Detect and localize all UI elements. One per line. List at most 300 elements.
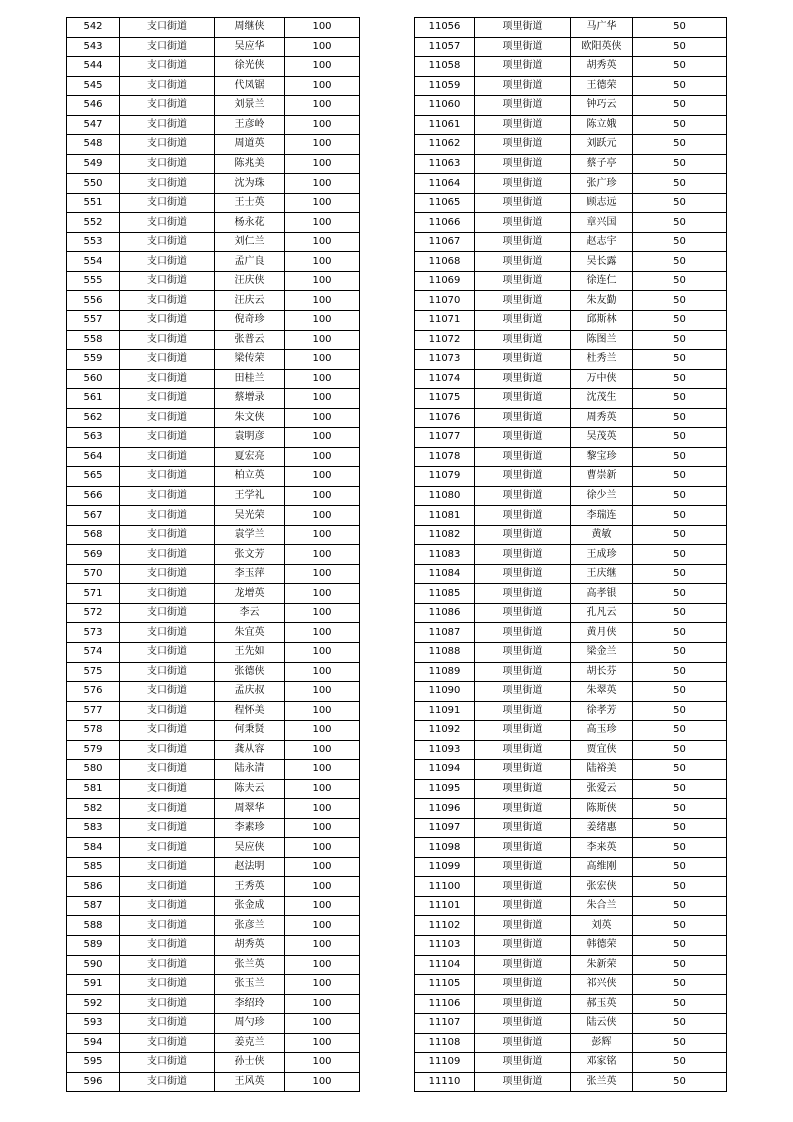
row-number-cell: 11106 — [415, 994, 475, 1014]
name-cell: 沈为珠 — [215, 174, 285, 194]
street-cell: 支口街道 — [120, 330, 215, 350]
amount-cell: 100 — [285, 1014, 360, 1034]
table-row — [67, 643, 360, 663]
row-number-cell: 11065 — [415, 193, 475, 213]
row-number-cell: 553 — [67, 232, 120, 252]
street-cell: 项里街道 — [475, 506, 571, 526]
street-cell: 支口街道 — [120, 76, 215, 96]
table-row — [67, 115, 360, 135]
amount-cell: 100 — [285, 779, 360, 799]
row-number-cell: 11062 — [415, 135, 475, 155]
name-cell: 胡秀英 — [215, 935, 285, 955]
amount-cell: 50 — [633, 18, 727, 38]
table-row — [67, 213, 360, 233]
street-cell: 项里街道 — [475, 428, 571, 448]
name-cell: 张文芳 — [215, 545, 285, 565]
name-cell: 欧阳英侠 — [571, 37, 633, 57]
street-cell: 项里街道 — [475, 76, 571, 96]
street-cell: 项里街道 — [475, 701, 571, 721]
row-number-cell: 563 — [67, 428, 120, 448]
row-number-cell: 545 — [67, 76, 120, 96]
amount-cell: 100 — [285, 623, 360, 643]
amount-cell: 50 — [633, 701, 727, 721]
amount-cell: 100 — [285, 350, 360, 370]
amount-cell: 50 — [633, 232, 727, 252]
row-number-cell: 581 — [67, 779, 120, 799]
name-cell: 代凤锯 — [215, 76, 285, 96]
table-row — [67, 701, 360, 721]
name-cell: 祁兴侠 — [571, 975, 633, 995]
street-cell: 项里街道 — [475, 877, 571, 897]
table-row — [415, 193, 727, 213]
amount-cell: 100 — [285, 877, 360, 897]
street-cell: 支口街道 — [120, 486, 215, 506]
street-cell: 支口街道 — [120, 1053, 215, 1073]
name-cell: 袁明彦 — [215, 428, 285, 448]
street-cell: 支口街道 — [120, 252, 215, 272]
name-cell: 朱合兰 — [571, 896, 633, 916]
table-row — [415, 154, 727, 174]
amount-cell: 100 — [285, 369, 360, 389]
row-number-cell: 11097 — [415, 818, 475, 838]
table-row — [415, 330, 727, 350]
name-cell: 夏宏亮 — [215, 447, 285, 467]
amount-cell: 50 — [633, 760, 727, 780]
street-cell: 支口街道 — [120, 760, 215, 780]
street-cell: 项里街道 — [475, 96, 571, 116]
row-number-cell: 11058 — [415, 57, 475, 77]
amount-cell: 100 — [285, 662, 360, 682]
row-number-cell: 587 — [67, 896, 120, 916]
row-number-cell: 11082 — [415, 525, 475, 545]
row-number-cell: 11057 — [415, 37, 475, 57]
name-cell: 王学礼 — [215, 486, 285, 506]
name-cell: 孟广良 — [215, 252, 285, 272]
table-row — [415, 701, 727, 721]
street-cell: 支口街道 — [120, 643, 215, 663]
amount-cell: 50 — [633, 1053, 727, 1073]
amount-cell: 50 — [633, 779, 727, 799]
table-row — [415, 1014, 727, 1034]
name-cell: 吴茂英 — [571, 428, 633, 448]
name-cell: 陆永清 — [215, 760, 285, 780]
street-cell: 支口街道 — [120, 701, 215, 721]
street-cell: 项里街道 — [475, 115, 571, 135]
amount-cell: 50 — [633, 603, 727, 623]
street-cell: 支口街道 — [120, 135, 215, 155]
table-row — [415, 428, 727, 448]
row-number-cell: 11086 — [415, 603, 475, 623]
name-cell: 吴应侠 — [215, 838, 285, 858]
amount-cell: 100 — [285, 1033, 360, 1053]
street-cell: 支口街道 — [120, 779, 215, 799]
amount-cell: 50 — [633, 857, 727, 877]
row-number-cell: 11081 — [415, 506, 475, 526]
amount-cell: 50 — [633, 682, 727, 702]
amount-cell: 100 — [285, 643, 360, 663]
amount-cell: 50 — [633, 76, 727, 96]
row-number-cell: 546 — [67, 96, 120, 116]
amount-cell: 100 — [285, 1053, 360, 1073]
name-cell: 朱文侠 — [215, 408, 285, 428]
table-row — [415, 232, 727, 252]
table-row — [415, 486, 727, 506]
name-cell: 朱宜英 — [215, 623, 285, 643]
table-row — [415, 584, 727, 604]
name-cell: 蔡增录 — [215, 389, 285, 409]
table-row — [67, 564, 360, 584]
table-row — [415, 1033, 727, 1053]
table-row — [67, 135, 360, 155]
amount-cell: 100 — [285, 213, 360, 233]
street-cell: 支口街道 — [120, 603, 215, 623]
row-number-cell: 569 — [67, 545, 120, 565]
amount-cell: 100 — [285, 896, 360, 916]
row-number-cell: 596 — [67, 1072, 120, 1092]
street-cell: 项里街道 — [475, 486, 571, 506]
street-cell: 项里街道 — [475, 271, 571, 291]
row-number-cell: 11059 — [415, 76, 475, 96]
table-row — [67, 330, 360, 350]
name-cell: 孟庆叔 — [215, 682, 285, 702]
table-row — [67, 525, 360, 545]
street-cell: 支口街道 — [120, 115, 215, 135]
table-row — [67, 154, 360, 174]
table-row — [415, 643, 727, 663]
street-cell: 项里街道 — [475, 682, 571, 702]
row-number-cell: 11091 — [415, 701, 475, 721]
amount-cell: 100 — [285, 818, 360, 838]
street-cell: 项里街道 — [475, 1014, 571, 1034]
table-row — [415, 799, 727, 819]
row-number-cell: 571 — [67, 584, 120, 604]
table-row — [67, 96, 360, 116]
row-number-cell: 589 — [67, 935, 120, 955]
amount-cell: 100 — [285, 506, 360, 526]
right-table — [414, 17, 727, 1092]
name-cell: 陈夫云 — [215, 779, 285, 799]
amount-cell: 50 — [633, 57, 727, 77]
table-row — [67, 408, 360, 428]
name-cell: 陆云侠 — [571, 1014, 633, 1034]
name-cell: 胡秀英 — [571, 57, 633, 77]
row-number-cell: 11069 — [415, 271, 475, 291]
name-cell: 李绍玲 — [215, 994, 285, 1014]
street-cell: 支口街道 — [120, 662, 215, 682]
name-cell: 李云 — [215, 603, 285, 623]
street-cell: 项里街道 — [475, 643, 571, 663]
row-number-cell: 11099 — [415, 857, 475, 877]
amount-cell: 100 — [285, 916, 360, 936]
row-number-cell: 565 — [67, 467, 120, 487]
amount-cell: 100 — [285, 310, 360, 330]
name-cell: 李来英 — [571, 838, 633, 858]
table-row — [67, 232, 360, 252]
street-cell: 支口街道 — [120, 857, 215, 877]
row-number-cell: 593 — [67, 1014, 120, 1034]
row-number-cell: 11092 — [415, 721, 475, 741]
street-cell: 支口街道 — [120, 877, 215, 897]
row-number-cell: 555 — [67, 271, 120, 291]
street-cell: 项里街道 — [475, 935, 571, 955]
table-row — [67, 369, 360, 389]
name-cell: 赵法明 — [215, 857, 285, 877]
row-number-cell: 11072 — [415, 330, 475, 350]
amount-cell: 100 — [285, 584, 360, 604]
amount-cell: 50 — [633, 1014, 727, 1034]
name-cell: 沈茂生 — [571, 389, 633, 409]
name-cell: 袁学兰 — [215, 525, 285, 545]
name-cell: 王士英 — [215, 193, 285, 213]
table-row — [415, 896, 727, 916]
amount-cell: 100 — [285, 18, 360, 38]
name-cell: 何秉贤 — [215, 721, 285, 741]
table-row — [67, 857, 360, 877]
name-cell: 龙增英 — [215, 584, 285, 604]
street-cell: 项里街道 — [475, 1033, 571, 1053]
row-number-cell: 556 — [67, 291, 120, 311]
amount-cell: 50 — [633, 877, 727, 897]
table-row — [67, 1072, 360, 1092]
row-number-cell: 11110 — [415, 1072, 475, 1092]
street-cell: 项里街道 — [475, 350, 571, 370]
amount-cell: 50 — [633, 330, 727, 350]
amount-cell: 100 — [285, 838, 360, 858]
table-row — [67, 291, 360, 311]
table-row — [415, 525, 727, 545]
row-number-cell: 590 — [67, 955, 120, 975]
amount-cell: 100 — [285, 486, 360, 506]
amount-cell: 100 — [285, 1072, 360, 1092]
street-cell: 项里街道 — [475, 896, 571, 916]
amount-cell: 100 — [285, 37, 360, 57]
name-cell: 黎宝珍 — [571, 447, 633, 467]
amount-cell: 50 — [633, 799, 727, 819]
amount-cell: 100 — [285, 291, 360, 311]
street-cell: 支口街道 — [120, 818, 215, 838]
name-cell: 倪奇珍 — [215, 310, 285, 330]
name-cell: 王德荣 — [571, 76, 633, 96]
street-cell: 支口街道 — [120, 994, 215, 1014]
name-cell: 张宏侠 — [571, 877, 633, 897]
name-cell: 梁金兰 — [571, 643, 633, 663]
row-number-cell: 577 — [67, 701, 120, 721]
table-row — [415, 857, 727, 877]
row-number-cell: 588 — [67, 916, 120, 936]
row-number-cell: 564 — [67, 447, 120, 467]
street-cell: 支口街道 — [120, 896, 215, 916]
name-cell: 刘英 — [571, 916, 633, 936]
table-row — [67, 545, 360, 565]
amount-cell: 50 — [633, 1033, 727, 1053]
row-number-cell: 560 — [67, 369, 120, 389]
street-cell: 项里街道 — [475, 975, 571, 995]
name-cell: 张金成 — [215, 896, 285, 916]
name-cell: 张普云 — [215, 330, 285, 350]
amount-cell: 100 — [285, 994, 360, 1014]
name-cell: 章兴国 — [571, 213, 633, 233]
table-row — [415, 76, 727, 96]
name-cell: 王庆继 — [571, 564, 633, 584]
row-number-cell: 562 — [67, 408, 120, 428]
name-cell: 顾志远 — [571, 193, 633, 213]
table-row — [415, 662, 727, 682]
table-row — [415, 975, 727, 995]
name-cell: 徐少兰 — [571, 486, 633, 506]
row-number-cell: 11095 — [415, 779, 475, 799]
row-number-cell: 574 — [67, 643, 120, 663]
name-cell: 刘跃元 — [571, 135, 633, 155]
row-number-cell: 579 — [67, 740, 120, 760]
table-row — [415, 779, 727, 799]
name-cell: 周道英 — [215, 135, 285, 155]
amount-cell: 50 — [633, 252, 727, 272]
amount-cell: 100 — [285, 115, 360, 135]
street-cell: 支口街道 — [120, 1014, 215, 1034]
table-row — [415, 1053, 727, 1073]
amount-cell: 100 — [285, 135, 360, 155]
table-row — [415, 37, 727, 57]
street-cell: 支口街道 — [120, 1033, 215, 1053]
name-cell: 田桂兰 — [215, 369, 285, 389]
amount-cell: 50 — [633, 525, 727, 545]
name-cell: 李瑞连 — [571, 506, 633, 526]
table-row — [415, 506, 727, 526]
row-number-cell: 11056 — [415, 18, 475, 38]
table-row — [67, 877, 360, 897]
table-row — [67, 740, 360, 760]
street-cell: 项里街道 — [475, 740, 571, 760]
street-cell: 支口街道 — [120, 408, 215, 428]
street-cell: 支口街道 — [120, 838, 215, 858]
row-number-cell: 11101 — [415, 896, 475, 916]
amount-cell: 50 — [633, 564, 727, 584]
street-cell: 项里街道 — [475, 57, 571, 77]
name-cell: 胡长芬 — [571, 662, 633, 682]
table-row — [67, 1033, 360, 1053]
street-cell: 项里街道 — [475, 369, 571, 389]
street-cell: 项里街道 — [475, 623, 571, 643]
name-cell: 王成珍 — [571, 545, 633, 565]
name-cell: 吴长露 — [571, 252, 633, 272]
row-number-cell: 586 — [67, 877, 120, 897]
right-table-body — [415, 18, 727, 1092]
name-cell: 黄敏 — [571, 525, 633, 545]
row-number-cell: 11102 — [415, 916, 475, 936]
row-number-cell: 576 — [67, 682, 120, 702]
amount-cell: 100 — [285, 545, 360, 565]
amount-cell: 100 — [285, 76, 360, 96]
table-row — [415, 838, 727, 858]
street-cell: 支口街道 — [120, 467, 215, 487]
amount-cell: 50 — [633, 896, 727, 916]
street-cell: 支口街道 — [120, 37, 215, 57]
amount-cell: 50 — [633, 467, 727, 487]
row-number-cell: 572 — [67, 603, 120, 623]
table-row — [415, 877, 727, 897]
amount-cell: 50 — [633, 271, 727, 291]
street-cell: 项里街道 — [475, 955, 571, 975]
street-cell: 项里街道 — [475, 818, 571, 838]
street-cell: 项里街道 — [475, 994, 571, 1014]
row-number-cell: 11093 — [415, 740, 475, 760]
name-cell: 杨永花 — [215, 213, 285, 233]
table-row — [67, 818, 360, 838]
table-row — [415, 18, 727, 38]
table-row — [67, 57, 360, 77]
street-cell: 支口街道 — [120, 935, 215, 955]
name-cell: 张兰英 — [571, 1072, 633, 1092]
table-row — [67, 252, 360, 272]
street-cell: 支口街道 — [120, 389, 215, 409]
name-cell: 朱友勤 — [571, 291, 633, 311]
street-cell: 项里街道 — [475, 252, 571, 272]
row-number-cell: 584 — [67, 838, 120, 858]
amount-cell: 50 — [633, 115, 727, 135]
name-cell: 周继侠 — [215, 18, 285, 38]
table-row — [415, 603, 727, 623]
table-row — [67, 506, 360, 526]
name-cell: 陈兆美 — [215, 154, 285, 174]
amount-cell: 100 — [285, 174, 360, 194]
name-cell: 王秀英 — [215, 877, 285, 897]
name-cell: 李素珍 — [215, 818, 285, 838]
row-number-cell: 11098 — [415, 838, 475, 858]
name-cell: 徐连仁 — [571, 271, 633, 291]
amount-cell: 50 — [633, 994, 727, 1014]
street-cell: 项里街道 — [475, 467, 571, 487]
row-number-cell: 11094 — [415, 760, 475, 780]
amount-cell: 50 — [633, 447, 727, 467]
amount-cell: 50 — [633, 545, 727, 565]
street-cell: 支口街道 — [120, 369, 215, 389]
row-number-cell: 595 — [67, 1053, 120, 1073]
street-cell: 项里街道 — [475, 603, 571, 623]
street-cell: 项里街道 — [475, 779, 571, 799]
amount-cell: 50 — [633, 662, 727, 682]
street-cell: 项里街道 — [475, 193, 571, 213]
table-row — [67, 428, 360, 448]
street-cell: 支口街道 — [120, 271, 215, 291]
table-row — [67, 174, 360, 194]
row-number-cell: 11080 — [415, 486, 475, 506]
street-cell: 项里街道 — [475, 1053, 571, 1073]
amount-cell: 100 — [285, 467, 360, 487]
table-row — [67, 603, 360, 623]
table-row — [67, 994, 360, 1014]
name-cell: 陈斯侠 — [571, 799, 633, 819]
table-row — [415, 682, 727, 702]
name-cell: 贾宜侠 — [571, 740, 633, 760]
amount-cell: 50 — [633, 838, 727, 858]
name-cell: 刘景兰 — [215, 96, 285, 116]
amount-cell: 100 — [285, 935, 360, 955]
table-row — [415, 213, 727, 233]
name-cell: 梁传荣 — [215, 350, 285, 370]
table-row — [415, 467, 727, 487]
row-number-cell: 11066 — [415, 213, 475, 233]
row-number-cell: 11063 — [415, 154, 475, 174]
table-row — [67, 623, 360, 643]
amount-cell: 100 — [285, 799, 360, 819]
amount-cell: 100 — [285, 603, 360, 623]
street-cell: 项里街道 — [475, 838, 571, 858]
row-number-cell: 547 — [67, 115, 120, 135]
row-number-cell: 11068 — [415, 252, 475, 272]
amount-cell: 100 — [285, 701, 360, 721]
table-row — [415, 369, 727, 389]
name-cell: 朱新荣 — [571, 955, 633, 975]
